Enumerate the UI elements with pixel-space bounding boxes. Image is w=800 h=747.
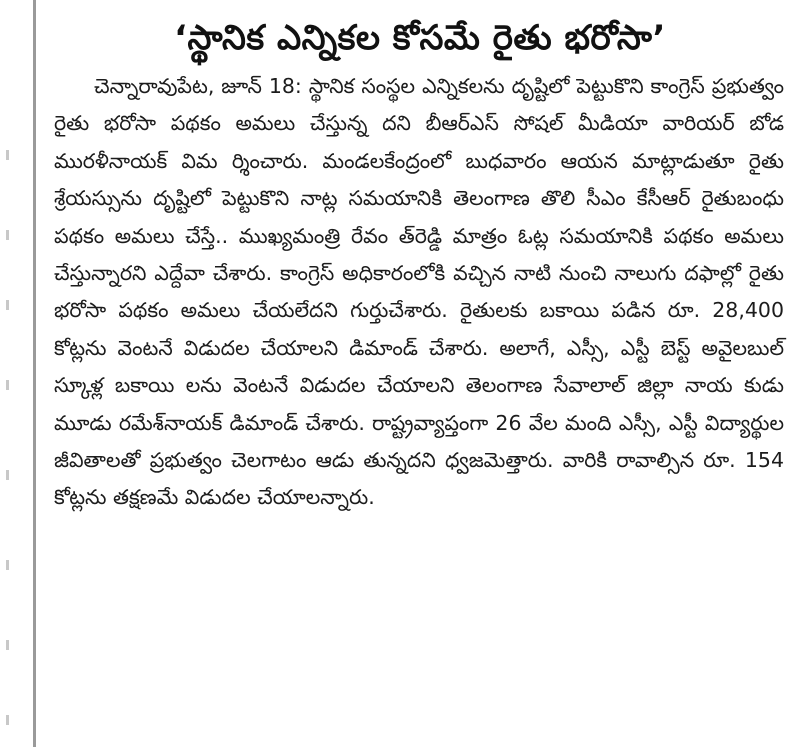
- news-article: [50, 0, 790, 747]
- article-body: చెన్నారావుపేట, జూన్ 18: స్థానిక సంస్థల ఎన్నికలను దృష్టిలో పెట్టుకొని కాంగ్రెస్ ప్రభుత్వం రైతు భరోసా పథకం అమలు చేస్తున్న దని బీఆర్ఎస్ సోషల్ మీడియా వారియర్ బోడ మురళీనాయక్ విమ ర్శించారు. మండలకేంద్రంలో బుధవారం ఆయన మాట్లాడుతూ రైతు శ్రేయస్సును దృష్టిలో పెట్టుకొని నాట్ల సమయానికి తెలంగాణ తొలి సీఎం కేసీఆర్ రైతుబంధు పథకం అమలు చేస్తే.. ముఖ్యమంత్రి రేవం త్‌రెడ్డి మాత్రం ఓట్ల సమయానికి పథకం అమలు చేస్తున్నారని ఎద్దేవా చేశారు. కాంగ్రెస్ అధికారంలోకి వచ్చిన నాటి నుంచి నాలుగు దఫాల్లో రైతు భరోసా పథకం అమలు చేయలేదని గుర్తుచేశారు. రైతులకు బకాయి పడిన రూ. 28,400 కోట్లను వెంటనే విడుదల చేయాలని డిమాండ్ చేశారు. అలాగే, ఎస్సీ, ఎస్టీ బెస్ట్ అవైలబుల్ స్కూళ్ల బకాయి లను వెంటనే విడుదల చేయాలని తెలంగాణ సేవాలాల్ జిల్లా నాయ కుడు మూడు రమేశ్‌నాయక్ డిమాండ్ చేశారు. రాష్ట్రవ్యాప్తంగా 26 వేల మంది ఎస్సీ, ఎస్టీ విద్యార్థుల జీవితాలతో ప్రభుత్వం చెలగాటం ఆడు తున్నదని ధ్వజమెత్తారు. వారికి రావాల్సిన రూ. 154 కోట్లను తక్షణమే విడుదల చేయాలన్నారు.: [54, 74, 784, 510]
- article-headline: ‘స్థానిక ఎన్నికల కోసమే రైతు భరోసా’: [174, 18, 666, 58]
- page-edge-marks: [6, 0, 10, 747]
- column-divider: [33, 0, 36, 747]
